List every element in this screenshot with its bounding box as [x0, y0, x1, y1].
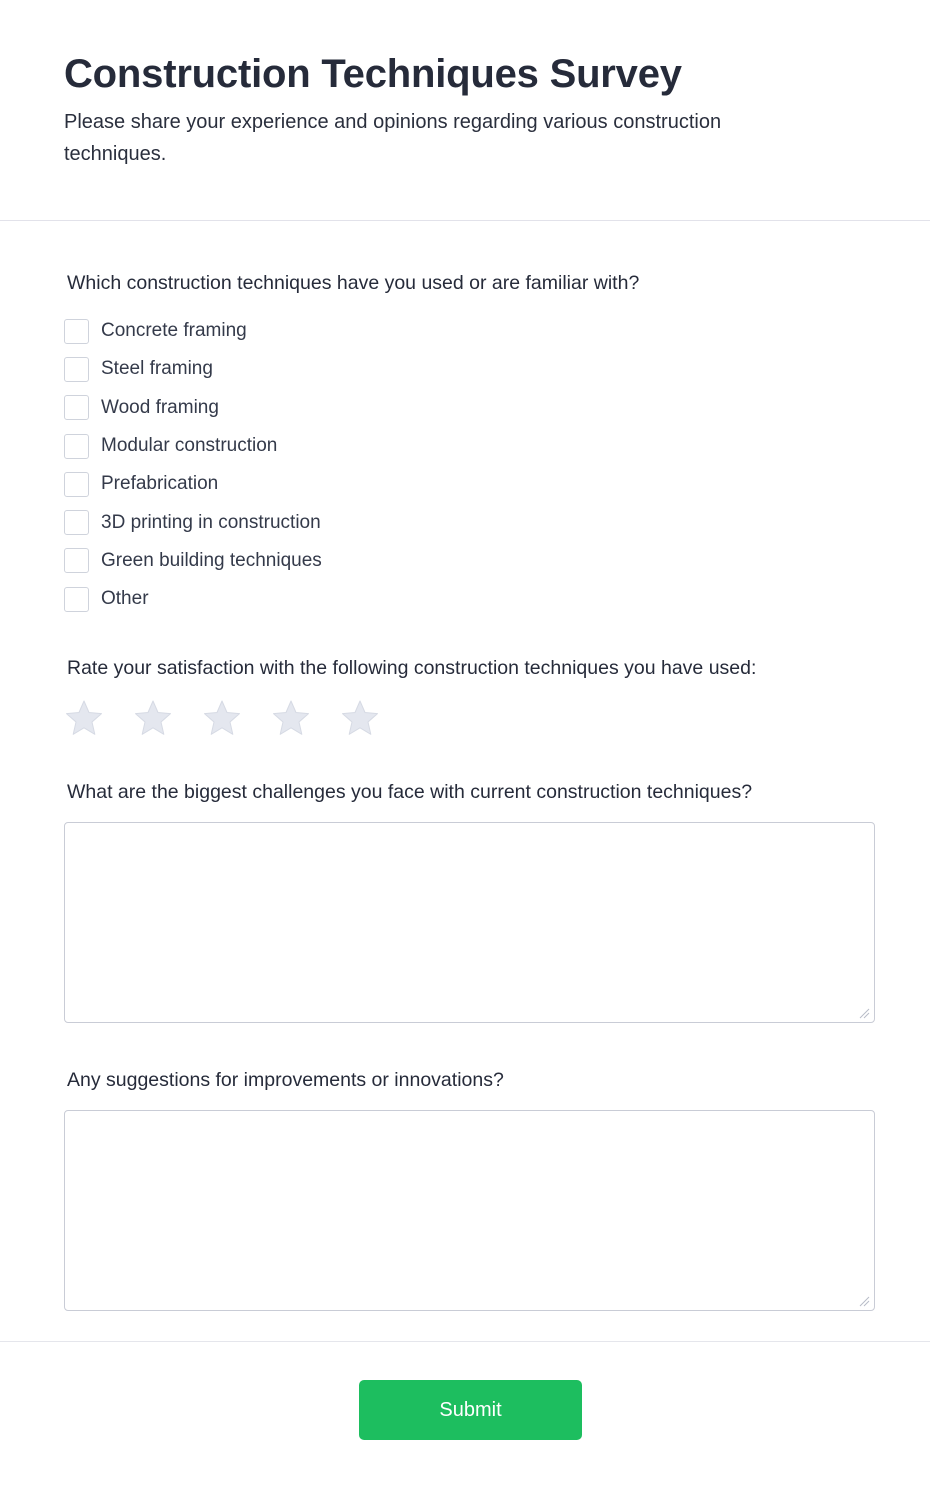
option-label: Steel framing [101, 358, 213, 380]
suggestions-textarea[interactable] [64, 1110, 875, 1311]
star-icon[interactable] [271, 698, 311, 738]
question-techniques-label: Which construction techniques have you used or are familiar with? [67, 272, 640, 294]
techniques-checkbox-group [64, 312, 322, 618]
star-icon[interactable] [202, 698, 242, 738]
checkbox[interactable] [64, 434, 89, 459]
option-steel-framing[interactable] [64, 350, 322, 388]
option-label: Wood framing [101, 396, 219, 418]
option-prefabrication[interactable] [64, 465, 322, 503]
star-icon[interactable] [64, 698, 104, 738]
option-label: Prefabrication [101, 473, 219, 495]
checkbox[interactable] [64, 510, 89, 535]
checkbox[interactable] [64, 319, 89, 344]
submit-button[interactable]: Submit [359, 1380, 582, 1440]
star-icon[interactable] [340, 698, 380, 738]
question-challenges-label: What are the biggest challenges you face with current construction techniques? [67, 781, 753, 803]
checkbox[interactable] [64, 548, 89, 573]
option-wood-framing[interactable] [64, 389, 322, 427]
checkbox[interactable] [64, 357, 89, 382]
question-satisfaction-label: Rate your satisfaction with the following construction techniques you have used: [67, 657, 757, 679]
option-label: Green building techniques [101, 549, 322, 571]
question-suggestions-label: Any suggestions for improvements or innovations? [67, 1069, 504, 1091]
challenges-textarea[interactable] [64, 822, 875, 1023]
option-label: Other [101, 588, 149, 610]
option-label: 3D printing in construction [101, 511, 321, 533]
option-modular-construction[interactable] [64, 427, 322, 465]
option-green-building[interactable] [64, 542, 322, 580]
checkbox[interactable] [64, 395, 89, 420]
footer-divider [0, 1341, 930, 1342]
page-subtitle: Please share your experience and opinions regarding various construction techniques. [64, 111, 722, 165]
checkbox[interactable] [64, 587, 89, 612]
option-label: Concrete framing [101, 320, 247, 342]
survey-header [0, 0, 930, 221]
option-3d-printing[interactable] [64, 503, 322, 541]
option-label: Modular construction [101, 435, 278, 457]
checkbox[interactable] [64, 472, 89, 497]
star-rating [64, 698, 409, 738]
option-concrete-framing[interactable] [64, 312, 322, 350]
star-icon[interactable] [133, 698, 173, 738]
page-title: Construction Techniques Survey [64, 52, 682, 96]
option-other[interactable] [64, 580, 322, 618]
